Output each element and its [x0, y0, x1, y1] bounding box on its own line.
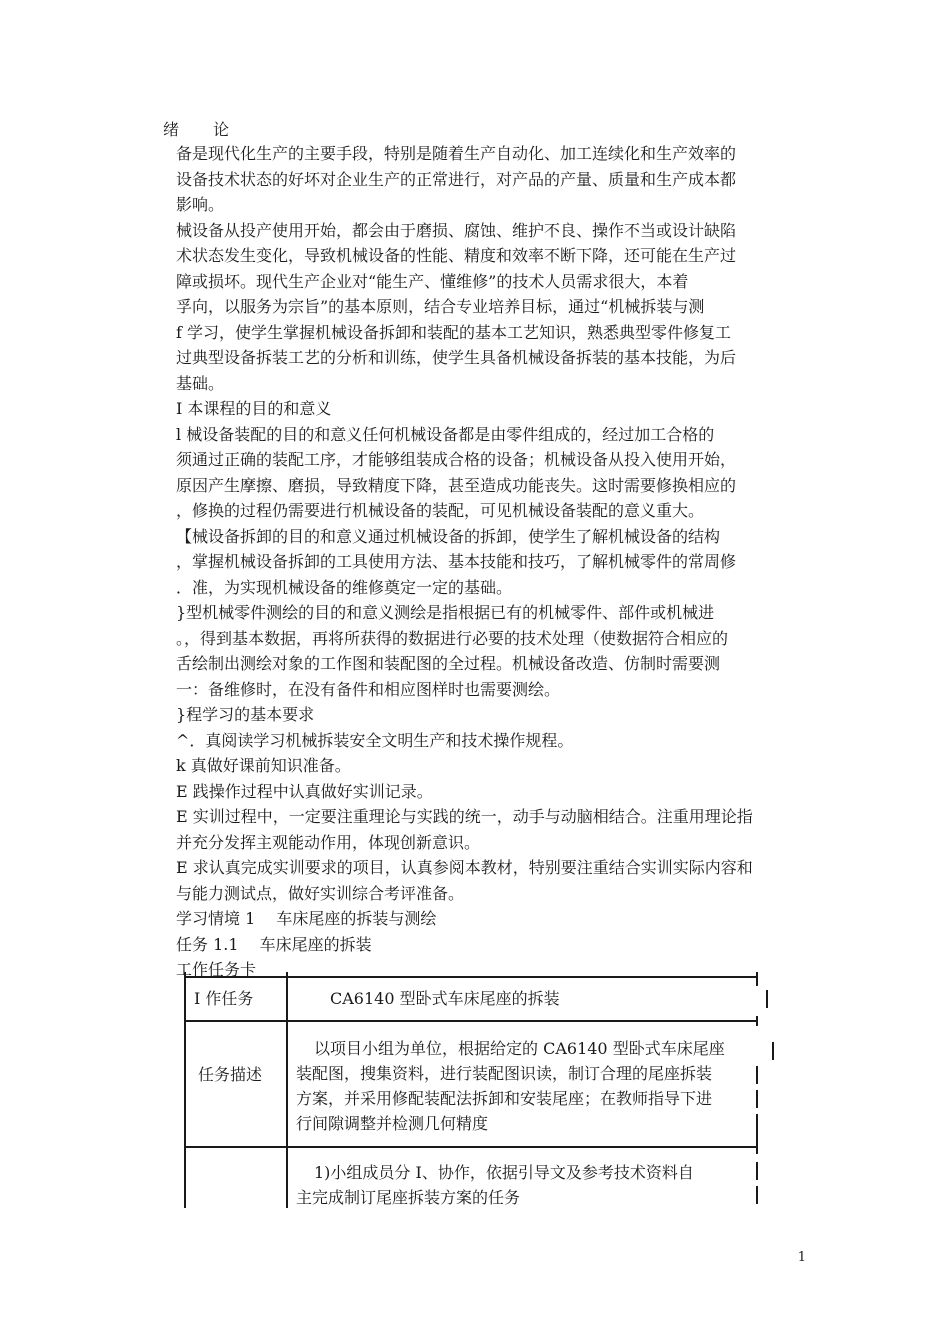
table-rule-right — [756, 1162, 758, 1180]
section-heading — [163, 117, 229, 140]
task-card-title: 工作任务卡 — [176, 960, 257, 979]
table-rule-right — [756, 1090, 758, 1108]
text-line: 与能力测试点，做好实训综合考评准备。 — [176, 883, 465, 903]
text-line: 一：备维修时，在没有备件和相应图样时也需要测绘。 — [176, 679, 561, 699]
task-card-table — [182, 972, 778, 1212]
text-line: ^．真阅读学习机械拆装安全文明生产和技术操作规程。 — [176, 730, 574, 750]
table-rule-right — [756, 1016, 758, 1026]
table-rule-right — [756, 1066, 758, 1084]
row-label-work-task: I 作任务 — [194, 989, 254, 1008]
situation-title: 学习情境 1 车床尾座的拆装与测绘 — [176, 909, 437, 928]
heading-char-2: 论 — [213, 120, 230, 139]
table-rule-left — [184, 972, 186, 1208]
task-requirement-line: 主完成制订尾座拆装方案的任务 — [296, 1188, 521, 1207]
table-rule-right — [766, 990, 768, 1008]
text-line: 并充分发挥主观能动作用，体现创新意识。 — [176, 832, 481, 852]
task-requirement-line: 1)小组成员分 I、协作，依据引导文及参考技术资料自 — [314, 1163, 694, 1182]
text-line: ，掌握机械设备拆卸的工具使用方法、基本技能和技巧，了解机械零件的常周修 — [176, 552, 737, 571]
text-line: 影响。 — [176, 195, 225, 214]
text-line: 。，得到基本数据，再将所获得的数据进行必要的技术处理（使数据符合相应的 — [176, 628, 729, 648]
table-rule-right — [772, 1042, 774, 1060]
page-number: 1 — [797, 1250, 806, 1265]
subheading-line: I 本课程的目的和意义 — [176, 399, 332, 418]
table-rule-right — [756, 1114, 758, 1154]
text-line: 孚向，以服务为宗旨”的基本原则，结合专业培养目标，通过“机械拆装与测 — [176, 297, 705, 316]
table-rule-right — [756, 972, 758, 986]
text-line: E 实训过程中，一定要注重理论与实践的统一，动手与动脑相结合。注重用理论指 — [176, 807, 753, 826]
text-line: f 学习，使学生掌握机械设备拆卸和装配的基本工艺知识，熟悉典型零件修复工 — [176, 322, 732, 342]
text-line: l 械设备装配的目的和意义任何机械设备都是由零件组成的，经过加工合格的 — [176, 424, 715, 444]
heading-char-1: 绪 — [163, 120, 180, 139]
text-line: ，修换的过程仍需要进行机械设备的装配，可见机械设备装配的意义重大。 — [176, 501, 705, 520]
text-line: 术状态发生变化，导致机械设备的性能、精度和效率不断下降，还可能在生产过 — [176, 246, 737, 265]
row-label-task-description: 任务描述 — [198, 1065, 263, 1084]
subheading-line: }程学习的基本要求 — [176, 705, 315, 724]
text-line: k 真做好课前知识准备。 — [176, 756, 351, 775]
text-line: 【械设备拆卸的目的和意义通过机械设备的拆卸，使学生了解机械设备的结构 — [176, 526, 721, 546]
text-line: 设备技术状态的好坏对企业生产的正常进行，对产品的产量、质量和生产成本都 — [176, 169, 737, 189]
table-col-divider — [286, 972, 288, 1208]
task-description-line: 方案，并采用修配装配法拆卸和安装尾座；在教师指导下进 — [296, 1089, 713, 1108]
body-text — [176, 141, 796, 983]
text-line: E 求认真完成实训要求的项目，认真参阅本教材，特别要注重结合实训实际内容和 — [176, 858, 753, 877]
table-rule — [184, 1146, 756, 1148]
text-line: 须通过正确的装配工序，才能够组装成合格的设备；机械设备从投入使用开始， — [176, 450, 737, 469]
task-title: 任务 1.1 车床尾座的拆装 — [176, 934, 372, 954]
text-line: 械设备从投产使用开始，都会由于磨损、腐蚀、维护不良、操作不当或设计缺陷 — [176, 220, 737, 240]
table-rule-top — [184, 976, 758, 978]
text-line: 过典型设备拆装工艺的分析和训练，使学生具备机械设备拆装的基本技能，为后 — [176, 348, 737, 367]
text-line: }型机械零件测绘的目的和意义测绘是指根据已有的机械零件、部件或机械进 — [176, 603, 715, 622]
text-line: 基础。 — [176, 373, 225, 393]
task-description-line: 行间隙调整并检测几何精度 — [296, 1114, 489, 1133]
text-line: ．准，为实现机械设备的维修奠定一定的基础。 — [176, 577, 513, 597]
text-line: 障或损坏。现代生产企业对“能生产、懂维修”的技术人员需求很大，本着 — [176, 271, 689, 291]
text-line: E 践操作过程中认真做好实训记录。 — [176, 781, 433, 801]
task-description-line: 装配图，搜集资料，进行装配图识读，制订合理的尾座拆装 — [296, 1064, 713, 1083]
table-rule-right — [756, 1186, 758, 1204]
task-description-line: 以项目小组为单位，根据给定的 CA6140 型卧式车床尾座 — [314, 1039, 725, 1058]
text-line: 备是现代化生产的主要手段，特别是随着生产自动化、加工连续化和生产效率的 — [176, 144, 737, 163]
text-line: 舌绘制出测绘对象的工作图和装配图的全过程。机械设备改造、仿制时需要测 — [176, 654, 721, 673]
row-value-work-task: CA6140 型卧式车床尾座的拆装 — [330, 989, 560, 1008]
table-rule — [184, 1020, 758, 1022]
text-line: 原因产生摩擦、磨损，导致精度下降，甚至造成功能丧失。这时需要修换相应的 — [176, 475, 737, 495]
